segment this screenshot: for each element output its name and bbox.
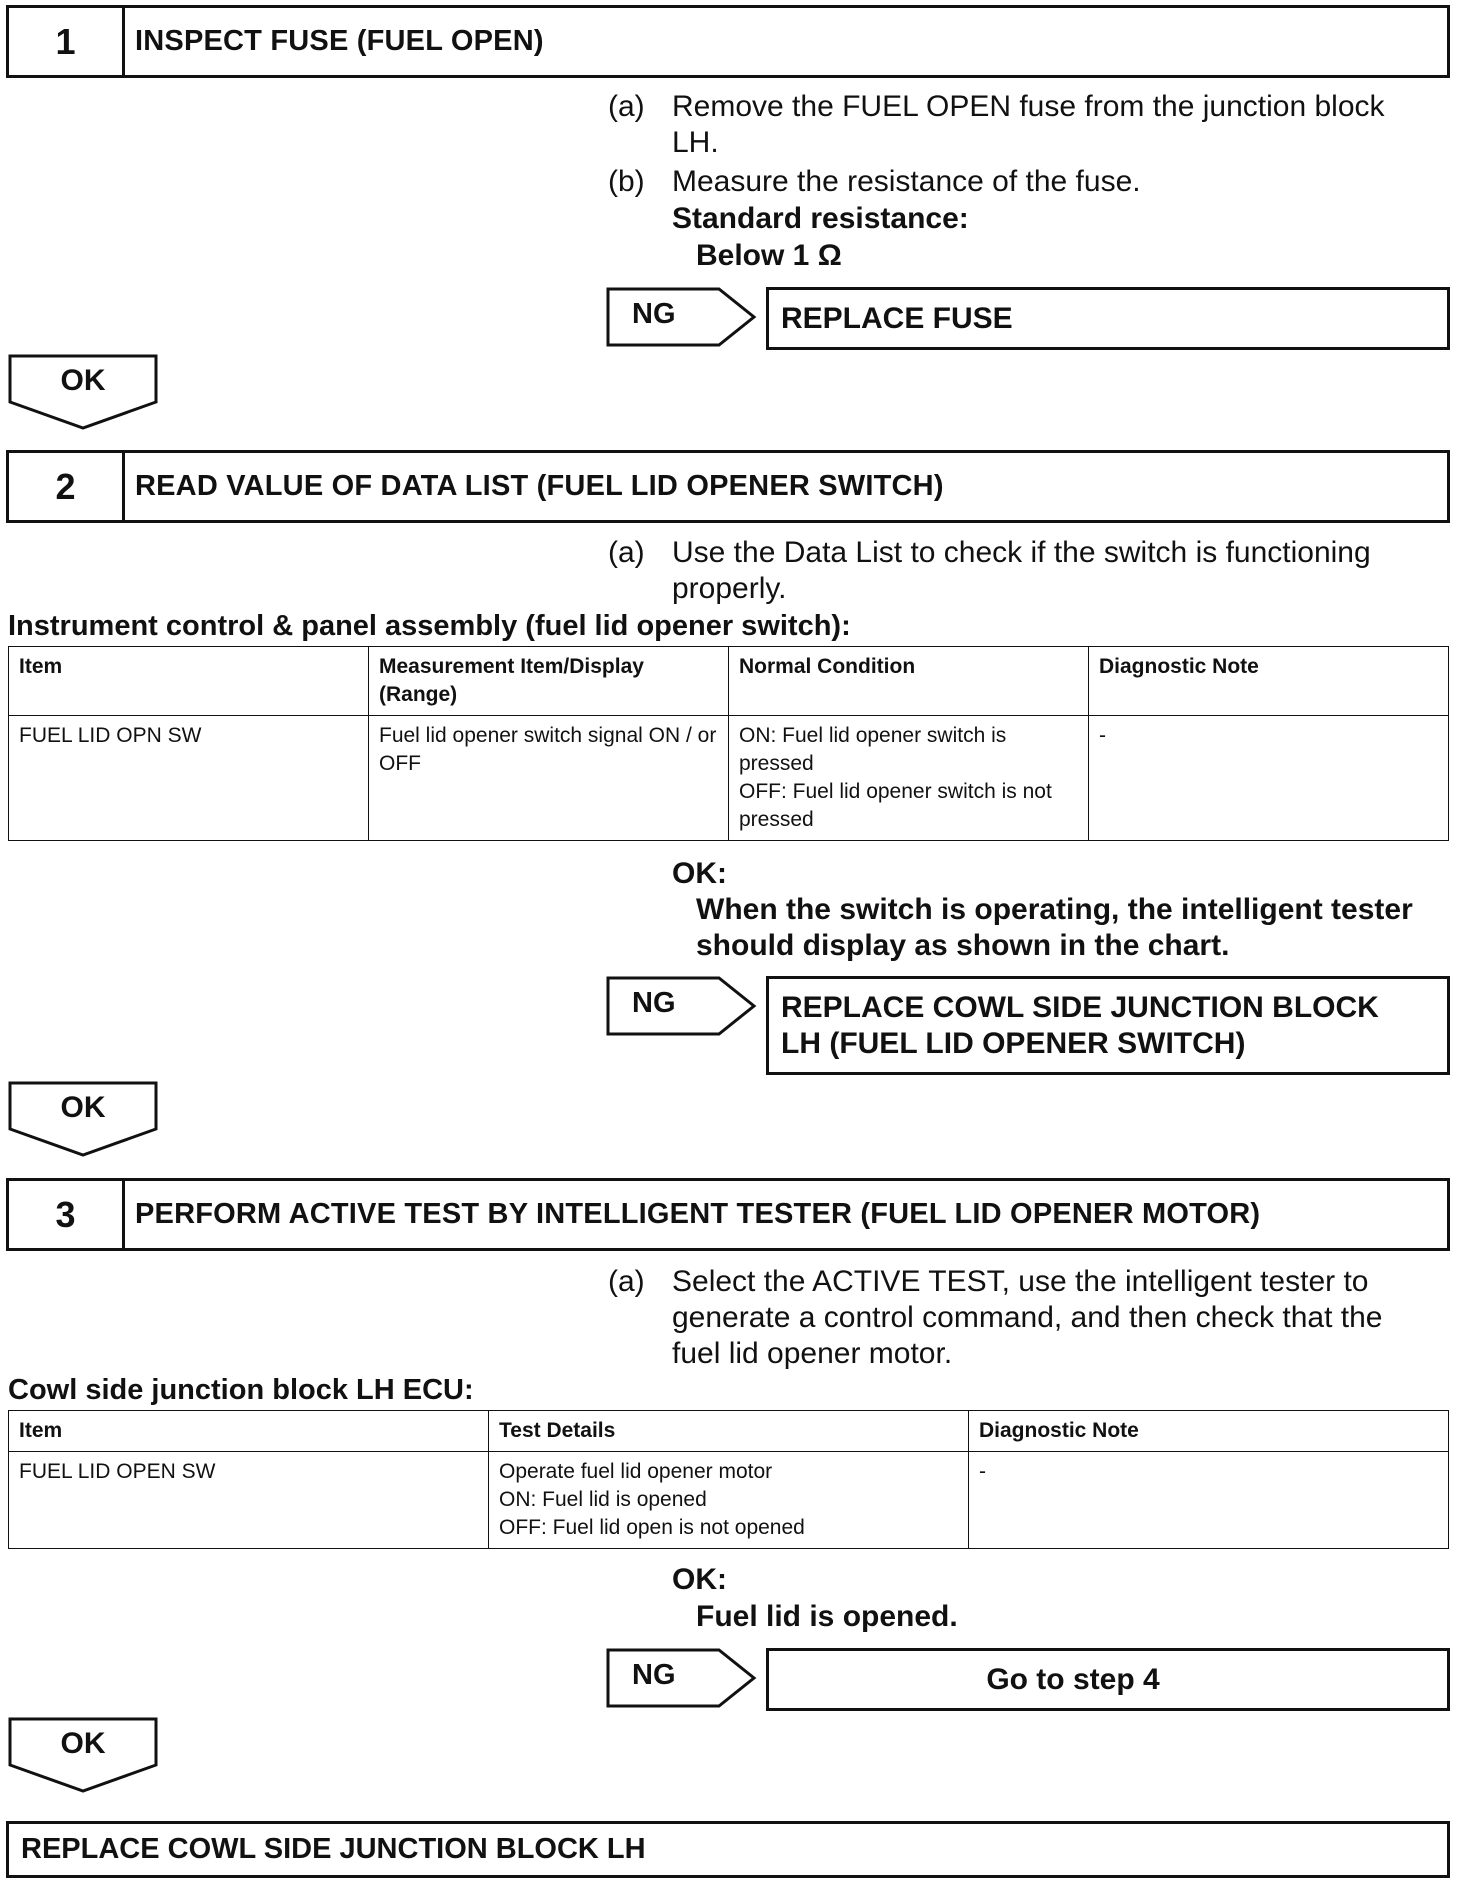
step-1-item-a-label: (a) (608, 90, 645, 123)
column-header: Diagnostic Note (969, 1411, 1449, 1452)
step-2-item-a-label: (a) (608, 536, 645, 569)
step-2-header (6, 450, 1450, 523)
table-caption: Instrument control & panel assembly (fuel lid opener switch): (8, 610, 851, 642)
ok-arrow (8, 354, 158, 430)
step-3-header (6, 1178, 1450, 1251)
ok-condition-text: Fuel lid is opened. (696, 1600, 958, 1633)
step-3-item-a-text: Select the ACTIVE TEST, use the intelligent tester to generate a control command, and then check that the fuel lid opener motor. (672, 1265, 1383, 1370)
step-1-header (6, 5, 1450, 78)
ok-condition-label: OK: (672, 857, 727, 890)
data-list-table (8, 646, 1449, 841)
column-header: Measurement Item/Display (Range) (369, 647, 729, 716)
active-test-table (8, 1410, 1449, 1549)
step-1-item-a-text: Remove the FUEL OPEN fuse from the junction block LH. (672, 90, 1385, 159)
table-cell: - (969, 1452, 1449, 1549)
step-title: PERFORM ACTIVE TEST BY INTELLIGENT TESTER (FUEL LID OPENER MOTOR) (135, 1198, 1261, 1230)
step-1-item-b-text: Measure the resistance of the fuse. (672, 165, 1141, 198)
column-header: Item (9, 647, 369, 716)
ng-label: NG (632, 987, 676, 1019)
step-2-item-a-text: Use the Data List to check if the switch is functioning properly. (672, 536, 1371, 605)
table-cell: - (1089, 716, 1449, 841)
ng-label: NG (632, 1659, 676, 1691)
table-cell: FUEL LID OPEN SW (9, 1452, 489, 1549)
ng-arrow-icon (606, 287, 758, 347)
table-header-row (9, 1411, 1449, 1452)
step-1-item-b-label: (b) (608, 165, 645, 198)
ok-condition-text: When the switch is operating, the intelligent tester should display as shown in the chart. (696, 893, 1413, 962)
ok-label: OK (60, 364, 106, 397)
ng-result-box: REPLACE FUSE (766, 287, 1450, 350)
table-caption: Cowl side junction block LH ECU: (8, 1374, 474, 1406)
ok-label: OK (60, 1091, 106, 1124)
table-row (9, 716, 1449, 841)
ok-label: OK (60, 1727, 106, 1760)
step-number: 2 (9, 453, 125, 520)
column-header: Item (9, 1411, 489, 1452)
final-action-box (6, 1821, 1450, 1878)
ng-result-box: REPLACE COWL SIDE JUNCTION BLOCK LH (FUEL LID OPENER SWITCH) (766, 976, 1450, 1075)
table-header-row (9, 647, 1449, 716)
ok-arrow (8, 1717, 158, 1793)
ng-label: NG (632, 298, 676, 330)
table-cell: FUEL LID OPN SW (9, 716, 369, 841)
ng-arrow-icon (606, 1648, 758, 1708)
table-cell: Fuel lid opener switch signal ON / or OFF (369, 716, 729, 841)
step-number: 3 (9, 1181, 125, 1248)
table-row (9, 1452, 1449, 1549)
standard-resistance-value: Below 1 Ω (696, 239, 842, 272)
ng-arrow-icon (606, 976, 758, 1036)
step-title: READ VALUE OF DATA LIST (FUEL LID OPENER SWITCH) (135, 470, 944, 502)
step-number: 1 (9, 8, 125, 75)
table-cell: ON: Fuel lid opener switch is pressed OFF: Fuel lid opener switch is not pressed (729, 716, 1089, 841)
ok-condition-label: OK: (672, 1563, 727, 1596)
column-header: Diagnostic Note (1089, 647, 1449, 716)
column-header: Test Details (489, 1411, 969, 1452)
column-header: Normal Condition (729, 647, 1089, 716)
ng-result-box: Go to step 4 (766, 1648, 1450, 1711)
step-title: INSPECT FUSE (FUEL OPEN) (135, 25, 544, 57)
final-action-title: REPLACE COWL SIDE JUNCTION BLOCK LH (21, 1833, 646, 1865)
step-3-item-a-label: (a) (608, 1265, 645, 1298)
standard-resistance-label: Standard resistance: (672, 202, 969, 235)
table-cell: Operate fuel lid opener motor ON: Fuel lid is opened OFF: Fuel lid open is not opened (489, 1452, 969, 1549)
ok-arrow (8, 1081, 158, 1157)
